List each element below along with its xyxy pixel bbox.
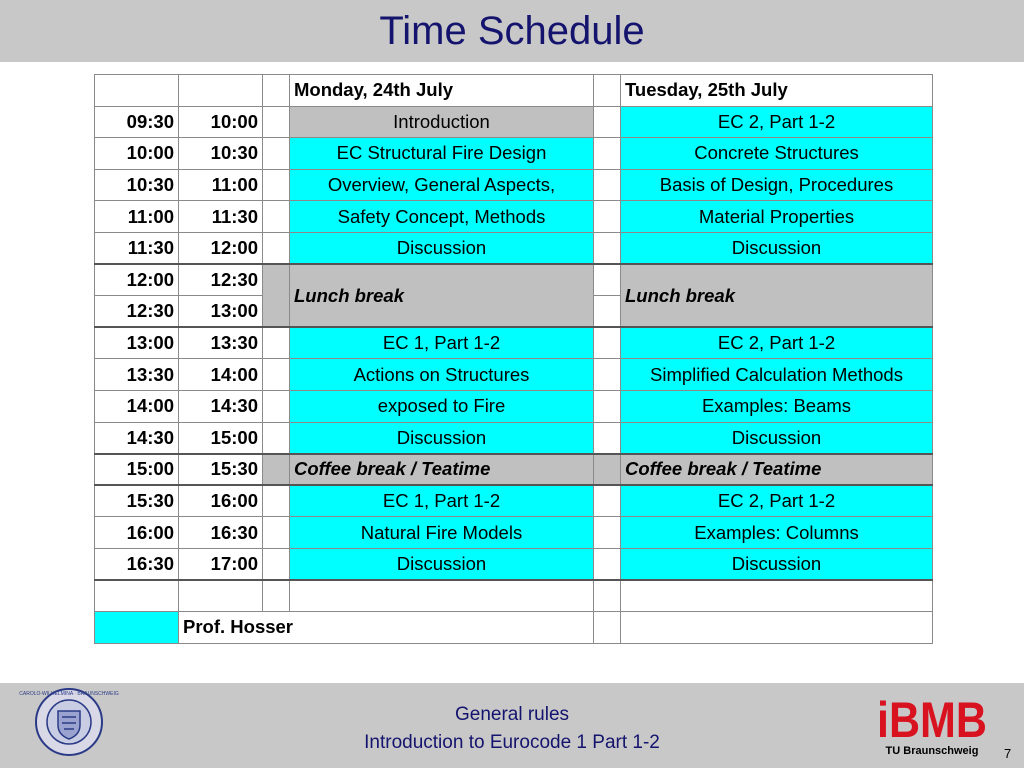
- slide-footer: [0, 683, 1024, 768]
- empty-cell: [95, 580, 179, 612]
- end-time: 15:00: [179, 422, 263, 454]
- monday-session: EC 1, Part 1-2: [290, 485, 594, 517]
- tuesday-session: Material Properties: [621, 201, 933, 233]
- gap-cell: [594, 106, 621, 138]
- end-time: 10:30: [179, 138, 263, 170]
- end-time: 11:30: [179, 201, 263, 233]
- end-time: 12:00: [179, 232, 263, 264]
- end-time: 10:00: [179, 106, 263, 138]
- empty-cell: [179, 580, 263, 612]
- tuesday-session: EC 2, Part 1-2: [621, 106, 933, 138]
- tuesday-session: EC 2, Part 1-2: [621, 327, 933, 359]
- tuesday-header: Tuesday, 25th July: [621, 75, 933, 107]
- empty-row: [95, 580, 933, 612]
- page-number: 7: [1004, 746, 1012, 761]
- monday-session: Discussion: [290, 422, 594, 454]
- table-row: [95, 390, 933, 422]
- gap-cell: [594, 264, 621, 296]
- gap-cell: [594, 517, 621, 549]
- tuesday-session: EC 2, Part 1-2: [621, 485, 933, 517]
- start-time: 13:30: [95, 359, 179, 391]
- footer-caption: [262, 701, 762, 757]
- start-time: 15:30: [95, 485, 179, 517]
- gap-cell: [263, 106, 290, 138]
- footer-line-2: Introduction to Eurocode 1 Part 1-2: [364, 732, 660, 753]
- slide-title: Time Schedule: [379, 9, 645, 53]
- gap-cell: [594, 485, 621, 517]
- tuesday-session: Discussion: [621, 548, 933, 580]
- gap-cell: [263, 485, 290, 517]
- table-row: [95, 264, 933, 296]
- gap-cell: [594, 390, 621, 422]
- gap-cell: [263, 548, 290, 580]
- tuesday-session: Discussion: [621, 422, 933, 454]
- end-time: 14:30: [179, 390, 263, 422]
- tuesday-lunch-break: Lunch break: [621, 264, 933, 327]
- end-time: 11:00: [179, 169, 263, 201]
- table-row: [95, 485, 933, 517]
- gap-cell: [263, 359, 290, 391]
- gap-cell: [263, 422, 290, 454]
- slide-content: [0, 62, 1024, 683]
- seal-text: CAROLO-WILHELMINA · BRAUNSCHWEIG: [19, 691, 119, 697]
- legend-label: Prof. Hosser: [179, 612, 594, 644]
- table-row: [95, 106, 933, 138]
- start-time: 11:30: [95, 232, 179, 264]
- gap-cell: [594, 232, 621, 264]
- gap-cell: [263, 232, 290, 264]
- end-time: 17:00: [179, 548, 263, 580]
- gap-cell: [594, 454, 621, 486]
- end-time: 13:00: [179, 296, 263, 328]
- table-row: [95, 548, 933, 580]
- gap-cell: [594, 327, 621, 359]
- schedule-table: [94, 74, 933, 644]
- footer-line-1: General rules: [454, 704, 570, 725]
- monday-session: Overview, General Aspects,: [290, 169, 594, 201]
- start-time: 16:30: [95, 548, 179, 580]
- legend-row: [95, 612, 933, 644]
- table-row: [95, 327, 933, 359]
- start-time: 14:30: [95, 422, 179, 454]
- gap-cell: [263, 580, 290, 612]
- start-time: 14:00: [95, 390, 179, 422]
- start-time: 13:00: [95, 327, 179, 359]
- empty-cell: [179, 75, 263, 107]
- gap-cell: [594, 580, 621, 612]
- gap-cell: [594, 138, 621, 170]
- table-row: [95, 359, 933, 391]
- gap-cell: [594, 422, 621, 454]
- end-time: 13:30: [179, 327, 263, 359]
- logo-text: iBMB: [877, 692, 987, 748]
- logo-subtitle: TU Braunschweig: [885, 745, 979, 757]
- university-seal-icon: [19, 687, 119, 757]
- empty-cell: [290, 580, 594, 612]
- monday-session: EC Structural Fire Design: [290, 138, 594, 170]
- tuesday-session: Discussion: [621, 232, 933, 264]
- table-row: [95, 454, 933, 486]
- gap-cell: [594, 548, 621, 580]
- start-time: 10:00: [95, 138, 179, 170]
- monday-lunch-break: Lunch break: [290, 264, 594, 327]
- table-row: [95, 201, 933, 233]
- gap-cell: [594, 296, 621, 328]
- monday-session: Safety Concept, Methods: [290, 201, 594, 233]
- start-time: 09:30: [95, 106, 179, 138]
- gap-cell: [594, 359, 621, 391]
- end-time: 15:30: [179, 454, 263, 486]
- start-time: 10:30: [95, 169, 179, 201]
- gap-cell: [263, 138, 290, 170]
- table-header-row: [95, 75, 933, 107]
- end-time: 16:30: [179, 517, 263, 549]
- table-row: [95, 169, 933, 201]
- table-row: [95, 138, 933, 170]
- gap-cell: [263, 264, 290, 327]
- tuesday-coffee-break: Coffee break / Teatime: [621, 454, 933, 486]
- empty-cell: [621, 580, 933, 612]
- monday-session: Discussion: [290, 548, 594, 580]
- legend-color-swatch: [95, 612, 179, 644]
- empty-cell: [621, 612, 933, 644]
- start-time: 12:00: [95, 264, 179, 296]
- start-time: 11:00: [95, 201, 179, 233]
- monday-session: EC 1, Part 1-2: [290, 327, 594, 359]
- table-row: [95, 517, 933, 549]
- table-row: [95, 232, 933, 264]
- gap-cell: [263, 454, 290, 486]
- empty-cell: [95, 75, 179, 107]
- monday-coffee-break: Coffee break / Teatime: [290, 454, 594, 486]
- monday-header: Monday, 24th July: [290, 75, 594, 107]
- gap-cell: [263, 169, 290, 201]
- table-row: [95, 422, 933, 454]
- gap-cell: [263, 327, 290, 359]
- monday-session: exposed to Fire: [290, 390, 594, 422]
- end-time: 12:30: [179, 264, 263, 296]
- tuesday-session: Basis of Design, Procedures: [621, 169, 933, 201]
- end-time: 16:00: [179, 485, 263, 517]
- tuesday-session: Examples: Beams: [621, 390, 933, 422]
- gap-cell: [594, 201, 621, 233]
- tuesday-session: Examples: Columns: [621, 517, 933, 549]
- gap-cell: [594, 75, 621, 107]
- tuesday-session: Concrete Structures: [621, 138, 933, 170]
- start-time: 15:00: [95, 454, 179, 486]
- gap-cell: [263, 390, 290, 422]
- tuesday-session: Simplified Calculation Methods: [621, 359, 933, 391]
- gap-cell: [263, 201, 290, 233]
- gap-cell: [263, 75, 290, 107]
- monday-session: Natural Fire Models: [290, 517, 594, 549]
- ibmb-logo: [876, 692, 988, 748]
- monday-session: Discussion: [290, 232, 594, 264]
- start-time: 12:30: [95, 296, 179, 328]
- gap-cell: [594, 169, 621, 201]
- monday-session: Introduction: [290, 106, 594, 138]
- monday-session: Actions on Structures: [290, 359, 594, 391]
- start-time: 16:00: [95, 517, 179, 549]
- gap-cell: [594, 612, 621, 644]
- end-time: 14:00: [179, 359, 263, 391]
- slide-header: [0, 0, 1024, 62]
- gap-cell: [263, 517, 290, 549]
